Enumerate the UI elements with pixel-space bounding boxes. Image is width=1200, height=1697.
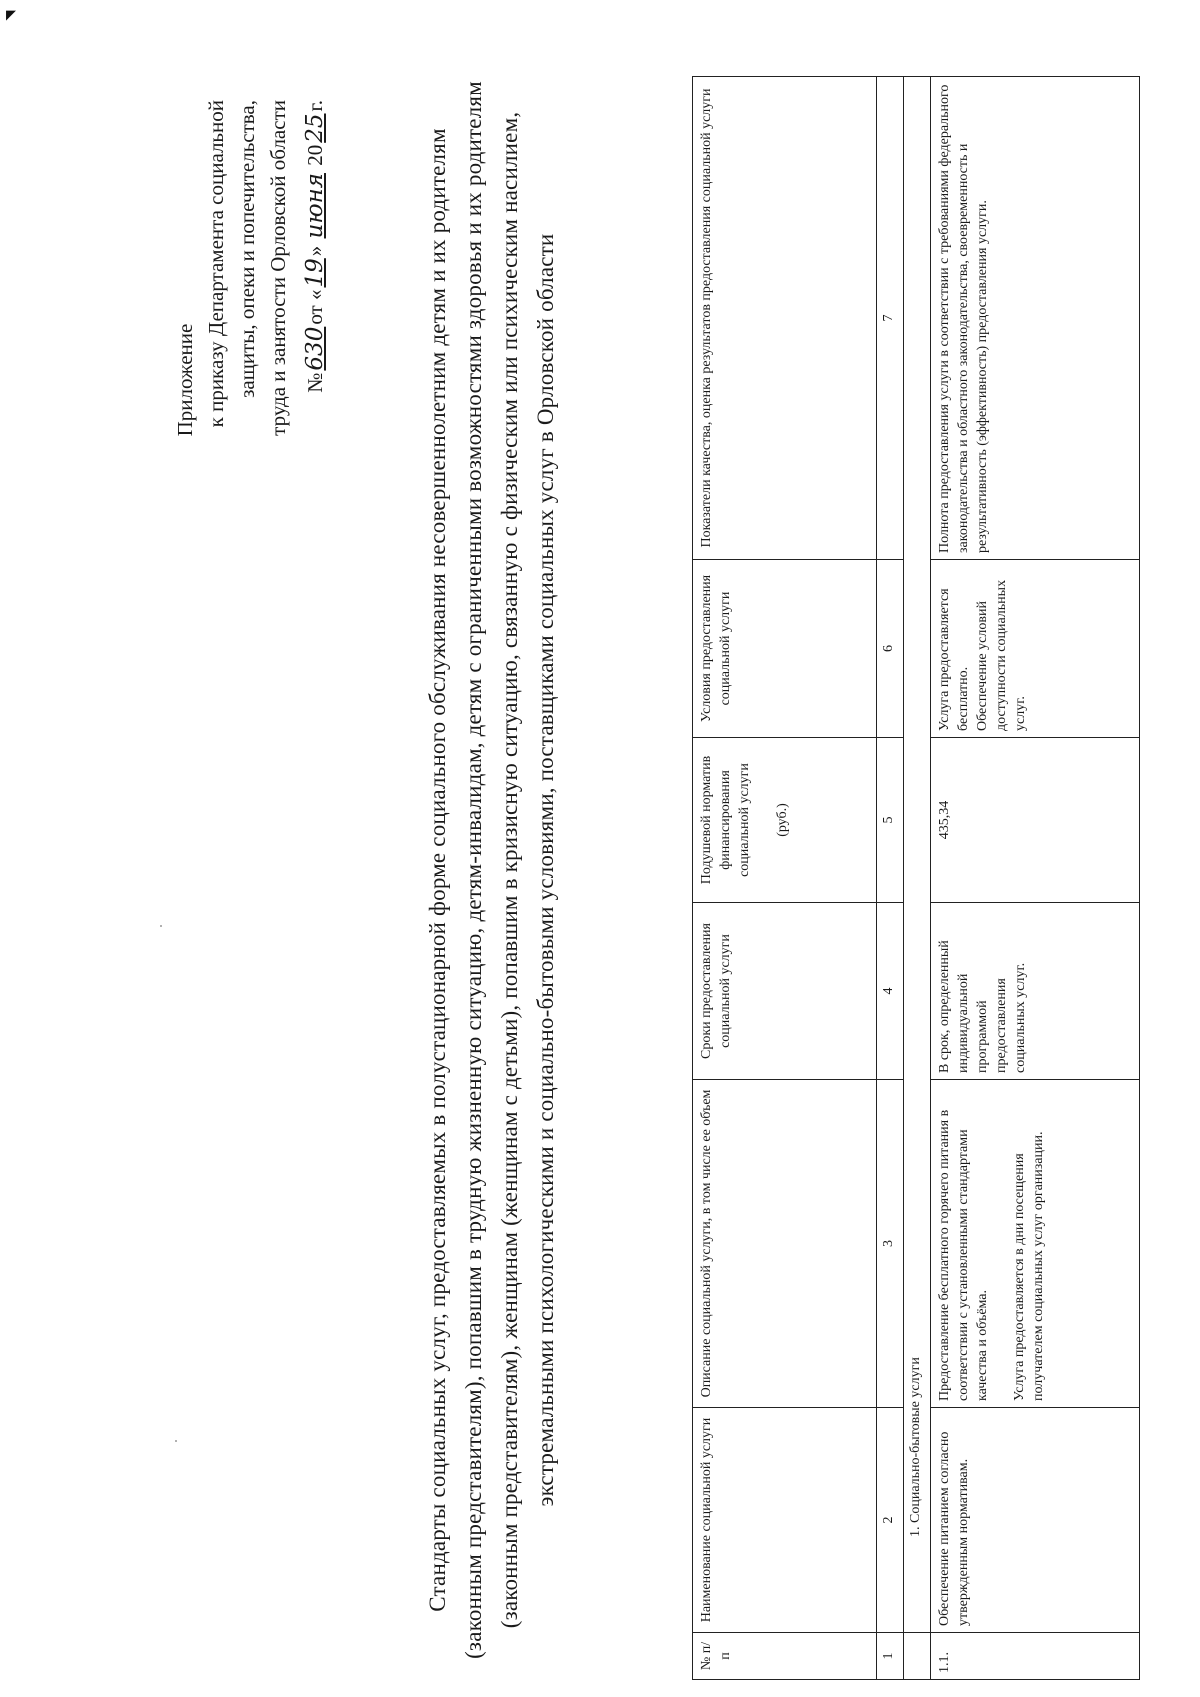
column-number: 6 bbox=[877, 560, 904, 738]
order-number: 630 bbox=[302, 326, 328, 371]
header-cell: Подушевой норматив финансирования социальной услуги (руб.) bbox=[693, 738, 877, 903]
description-paragraph: Услуга предоставляется в дни посещения получателем социальных услуг организации. bbox=[1012, 1131, 1046, 1401]
year-end: г. bbox=[303, 100, 327, 112]
header-cell: № п/п bbox=[693, 1633, 877, 1680]
header-cell: Наименование социальной услуги bbox=[693, 1408, 877, 1633]
year-prefix: 20 bbox=[303, 144, 327, 166]
column-number: 3 bbox=[877, 1080, 904, 1408]
order-month: июня bbox=[302, 173, 328, 239]
appendix-line: защиты, опеки и попечительства, bbox=[235, 100, 259, 398]
appendix-line: труда и занятости Орловской области bbox=[266, 100, 290, 436]
header-cell: Показатели качества, оценка результатов предоставления социальной услуги bbox=[693, 77, 877, 560]
conditions-paragraph: Обеспечение условий доступности социальных услуг. bbox=[975, 579, 1028, 731]
order-number-line bbox=[300, 100, 331, 660]
year-suffix: 25 bbox=[302, 113, 328, 143]
row-number: 1.1. bbox=[931, 1633, 1140, 1680]
appendix-block bbox=[170, 100, 331, 660]
rotated-page bbox=[50, 60, 1180, 1680]
table-header-row bbox=[693, 77, 877, 1680]
column-number: 1 bbox=[877, 1633, 904, 1680]
service-terms: В срок, определенный индивидуальной программой предоставления социальных услуг. bbox=[931, 903, 1140, 1080]
section-spacer bbox=[904, 1633, 931, 1680]
document-title: Стандарты социальных услуг, предоставляемых в полустационарной форме социального обслуживания несовершеннолетним детям и их родителям (законным представителям), попавшим в трудную жизненную ситуацию, детям-инвалидам, детям с ограниченными возможностями здоровья и их родителям (законным представителям), женщинам (женщинам с детьми), попавшим в кризисную ситуацию, связанную с физическим или психическим насилием, экстремальными психологическими и социально-бытовыми условиями, поставщиками социальных услуг в Орловской области bbox=[425, 81, 558, 1659]
column-number: 5 bbox=[877, 738, 904, 903]
conditions-paragraph: Услуга предоставляется бесплатно. bbox=[937, 588, 971, 731]
appendix-line: к приказу Департамента социальной bbox=[204, 100, 228, 428]
number-sign: № bbox=[303, 372, 327, 393]
service-name: Обеспечение питанием согласно утвержденным нормативам. bbox=[931, 1408, 1140, 1633]
section-title: 1. Социально-бытовые услуги bbox=[904, 77, 931, 1633]
column-number-row bbox=[877, 77, 904, 1680]
scan-corner-mark: ◤ bbox=[6, 8, 16, 23]
service-conditions bbox=[931, 560, 1140, 738]
quality-indicators: Полнота предоставления услуги в соответствии с требованиями федерального законодательства и областного законодательства, своевременность и результативность (эффективность) предоставления услуги. bbox=[931, 77, 1140, 560]
column-number: 2 bbox=[877, 1408, 904, 1633]
description-paragraph: Предоставление бесплатного горячего питания в соответствии с установленными стандартами качества и объёма. bbox=[937, 1109, 990, 1401]
header-cell: Описание социальной услуги, в том числе ее объем bbox=[693, 1080, 877, 1408]
funding-norm: 435,34 bbox=[931, 738, 1140, 903]
section-row bbox=[904, 77, 931, 1680]
header-cell: Сроки предоставления социальной услуги bbox=[693, 903, 877, 1080]
standards-table bbox=[692, 76, 1140, 1680]
date-from: от « bbox=[303, 289, 327, 325]
order-day: 19 bbox=[302, 258, 328, 288]
date-quote: » bbox=[303, 245, 327, 257]
column-number: 7 bbox=[877, 77, 904, 560]
column-number: 4 bbox=[877, 903, 904, 1080]
header-cell: Условия предоставления социальной услуги bbox=[693, 560, 877, 738]
service-description bbox=[931, 1080, 1140, 1408]
table-row bbox=[931, 77, 1140, 1680]
appendix-heading: Приложение bbox=[173, 323, 197, 437]
